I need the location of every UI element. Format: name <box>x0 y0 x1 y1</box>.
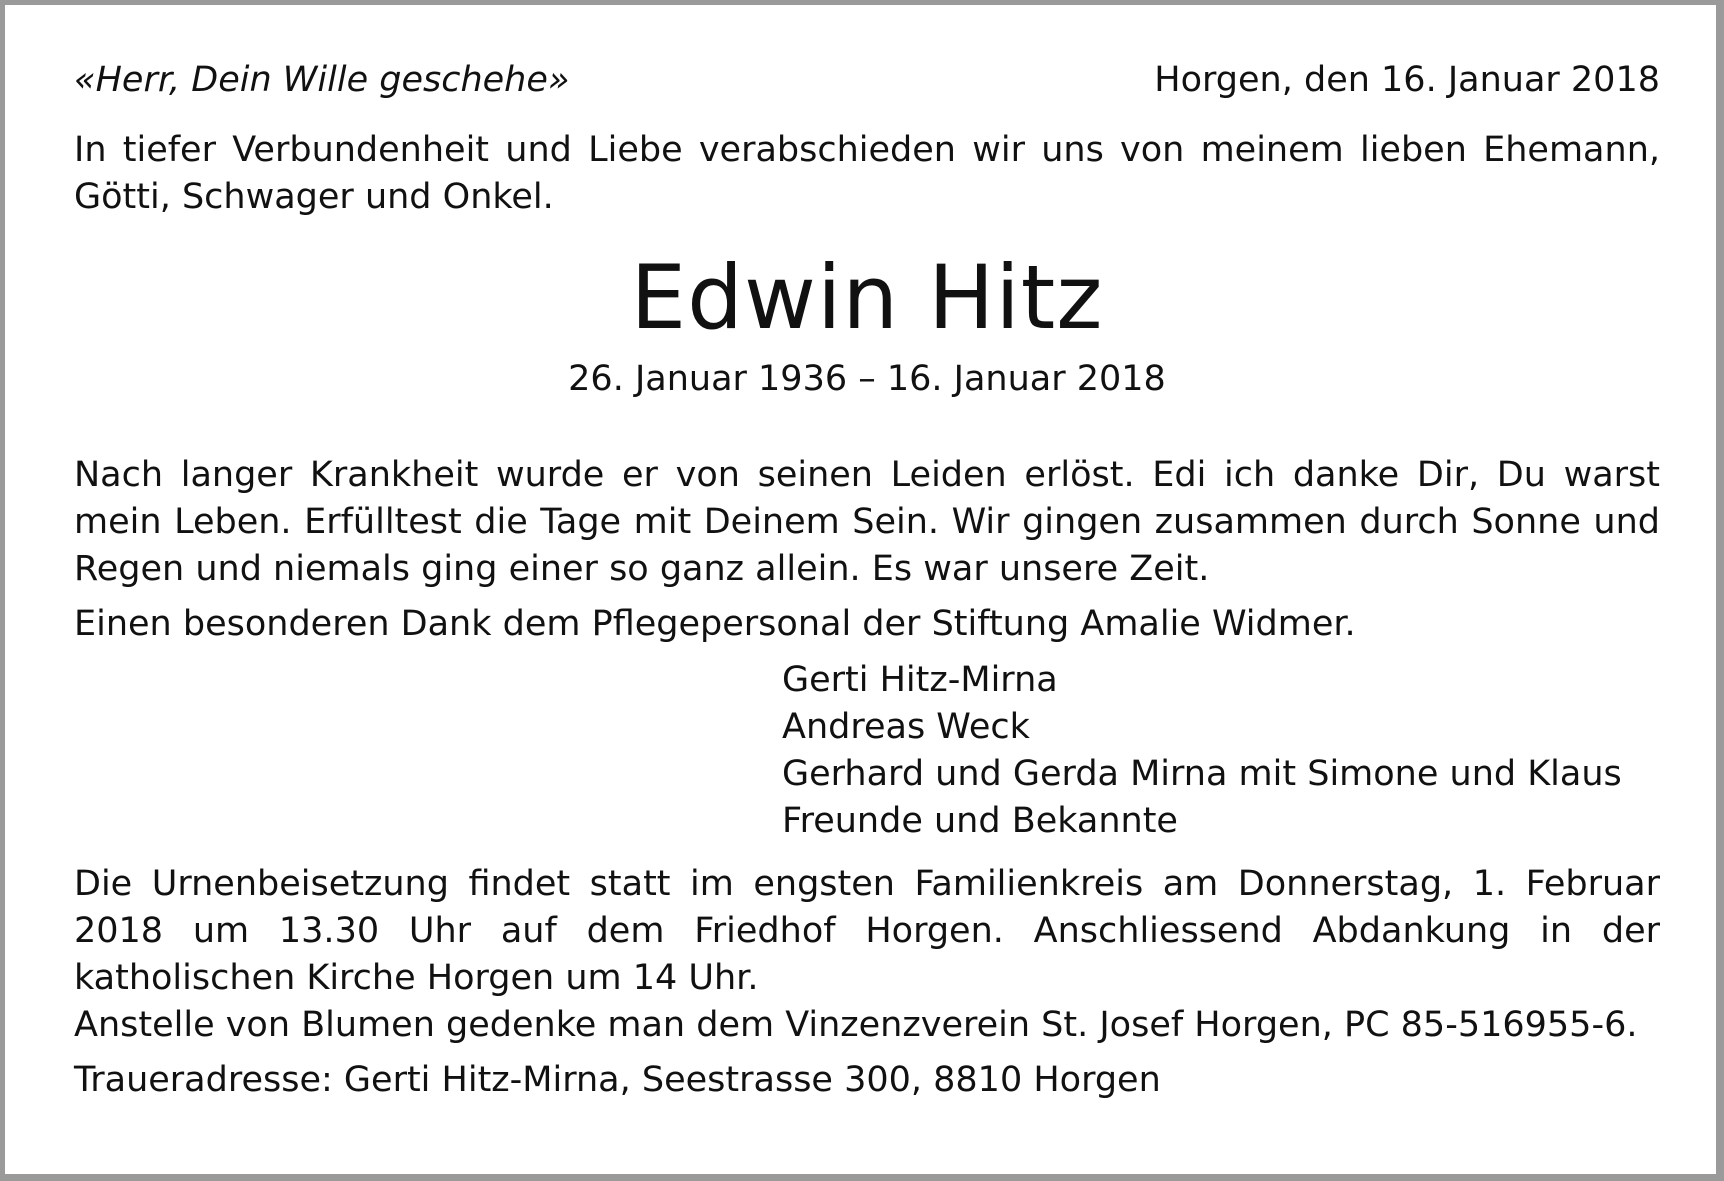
mourner-item: Andreas Weck <box>782 707 1030 747</box>
mourner-item: Freunde und Bekannte <box>782 801 1178 841</box>
thanks-text: Einen besonderen Dank dem Pflegepersonal der Stiftung Amalie Widmer. <box>74 604 1356 644</box>
mourner-item: Gerhard und Gerda Mirna mit Simone und Klaus <box>782 754 1622 794</box>
motto: «Herr, Dein Wille geschehe» <box>74 60 570 100</box>
obituary-notice <box>74 57 1660 1104</box>
place-date: Horgen, den 16. Januar 2018 <box>1154 60 1660 100</box>
mourning-address: Traueradresse: Gerti Hitz-Mirna, Seestrasse 300, 8810 Horgen <box>74 1060 1161 1100</box>
deceased-name: Edwin Hitz <box>630 246 1104 349</box>
notice-header <box>74 57 1660 117</box>
message-text: Nach langer Krankheit wurde er von seinen Leiden erlöst. Edi ich danke Dir, Du warst mein Leben. Erfülltest die Tage mit Deinem Sein. Wir gingen zusammen durch Sonne und Regen und niemals ging einer so ganz allein. Es war unsere Zeit. <box>74 455 1660 589</box>
mourner-item: Gerti Hitz-Mirna <box>782 660 1058 700</box>
ceremony-text: Die Urnenbeisetzung findet statt im engsten Familienkreis am Donnerstag, 1. Februar 2018 um 13.30 Uhr auf dem Friedhof Horgen. Anschliessend Abdankung in der katholischen Kirche Horgen um 14 Uhr. <box>74 864 1660 998</box>
life-dates: 26. Januar 1936 – 16. Januar 2018 <box>568 359 1166 399</box>
intro-text: In tiefer Verbundenheit und Liebe verabschieden wir uns von meinem lieben Ehemann, Götti, Schwager und Onkel. <box>74 130 1660 217</box>
mourners-list <box>74 657 1660 845</box>
donation-text: Anstelle von Blumen gedenke man dem Vinzenzverein St. Josef Horgen, PC 85-516955-6. <box>74 1005 1638 1045</box>
